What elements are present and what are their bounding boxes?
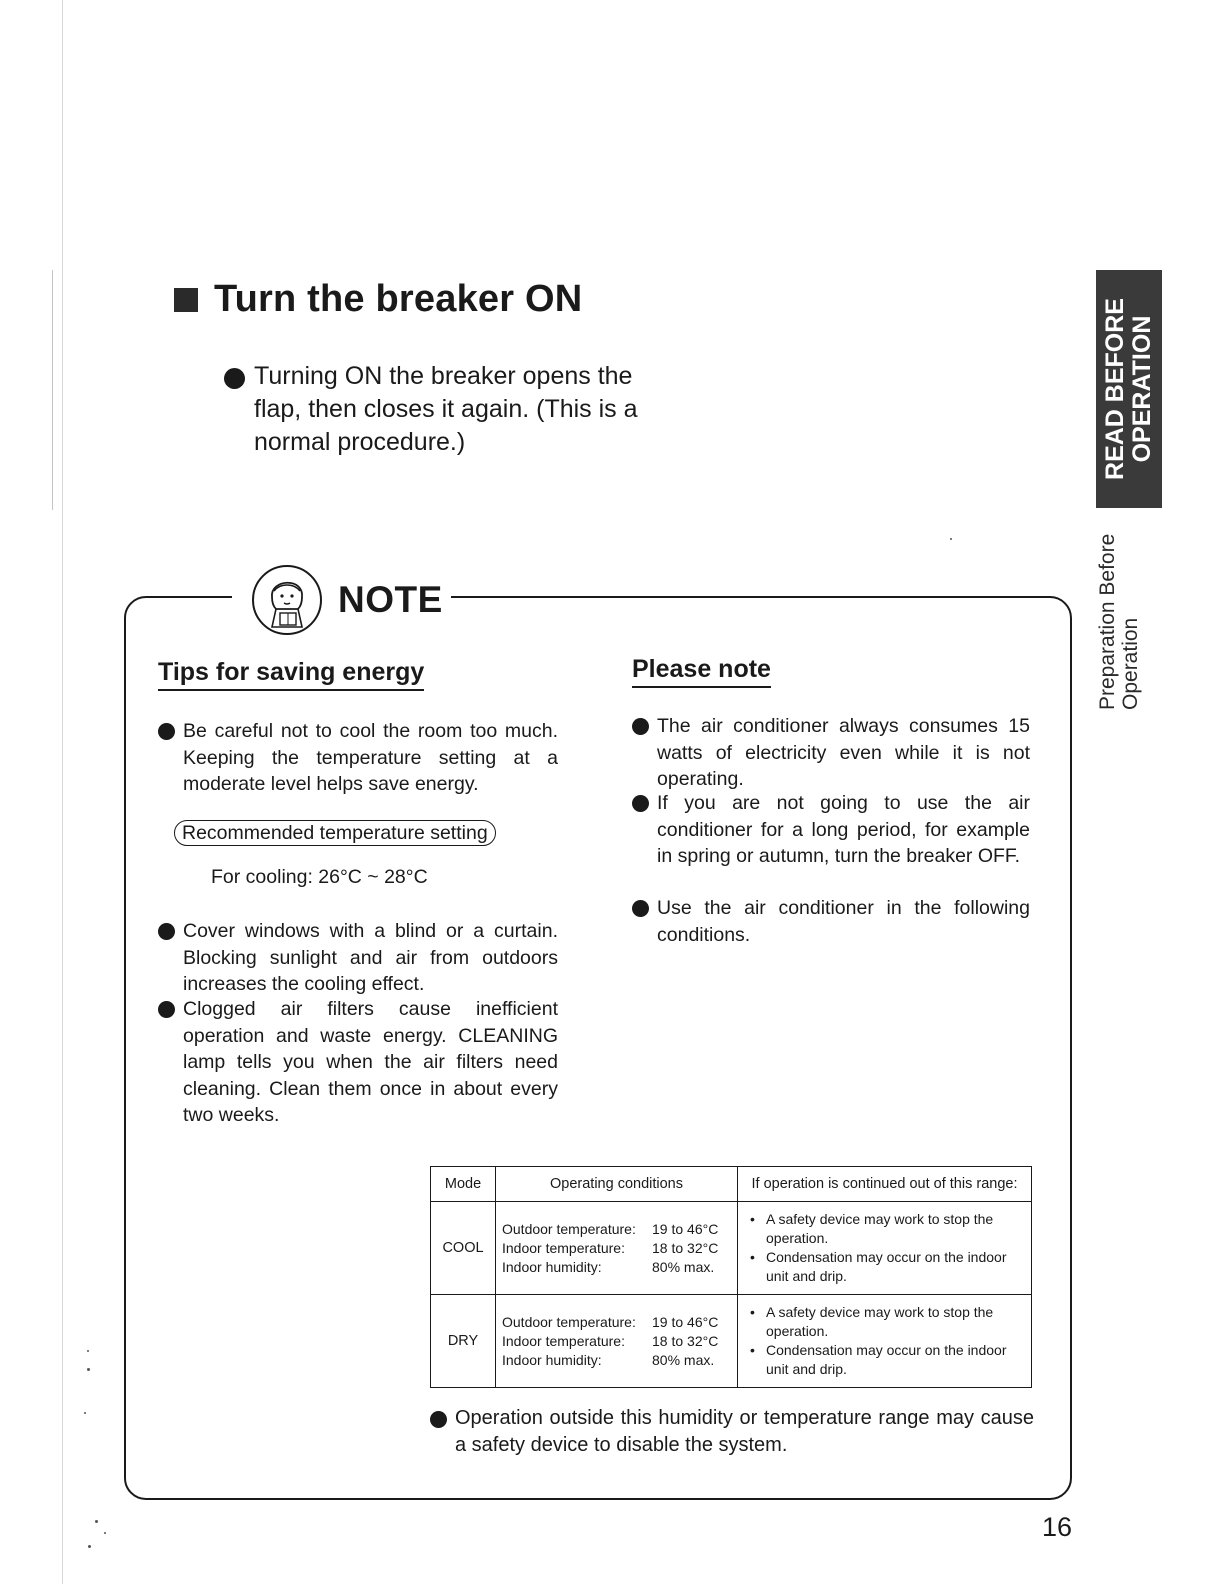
note-header — [232, 560, 451, 640]
side-tab-line1: READ BEFORE — [1101, 298, 1129, 480]
scan-speck — [87, 1368, 90, 1371]
round-bullet-icon — [632, 795, 649, 812]
round-bullet-icon — [158, 923, 175, 940]
section-title-text: Turn the breaker ON — [214, 278, 583, 320]
side-subtitle-line2: Operation — [1119, 617, 1142, 710]
tips-bullet-1: Be careful not to cool the room too much. Keeping the temperature setting at a moderate level helps save energy. — [158, 718, 558, 798]
side-subtitle-line1: Preparation Before — [1096, 533, 1119, 710]
scan-speck — [87, 1350, 89, 1352]
side-tab — [1096, 270, 1162, 508]
intro-paragraph — [224, 360, 674, 459]
table-cell-consequence: • A safety device may work to stop the operation. • Condensation may occur on the indoor unit and drip. — [738, 1202, 1032, 1295]
scan-speck — [950, 538, 952, 540]
please-note-title: Please note — [632, 655, 771, 688]
please-bullet-3: Use the air conditioner in the following conditions. — [632, 895, 1030, 948]
table-cell-conditions: Outdoor temperature: 19 to 46°C Indoor temperature: 18 to 32°C Indoor humidity: 80% max. — [496, 1202, 738, 1295]
please-bullet-2: If you are not going to use the air conditioner for a long period, for example in spring or autumn, turn the breaker OFF. — [632, 790, 1030, 870]
scan-speck — [84, 1412, 86, 1414]
scan-edge-line — [52, 270, 53, 510]
table-row — [431, 1202, 1032, 1295]
please-bullet-1: The air conditioner always consumes 15 watts of electricity even while it is not operating. — [632, 713, 1030, 793]
intro-text: Turning ON the breaker opens the flap, then closes it again. (This is a normal procedure.) — [254, 362, 638, 456]
table-cell-consequence: • A safety device may work to stop the operation. • Condensation may occur on the indoor unit and drip. — [738, 1295, 1032, 1388]
tips-bullet-2: Cover windows with a blind or a curtain. Blocking sunlight and air from outdoors increases the cooling effect. — [158, 918, 558, 998]
round-bullet-icon — [158, 1001, 175, 1018]
round-bullet-icon — [430, 1411, 447, 1428]
recommended-label: Recommended temperature setting — [174, 820, 496, 846]
round-bullet-icon — [158, 723, 175, 740]
table-cell-mode: DRY — [431, 1295, 496, 1388]
footer-note: Operation outside this humidity or temperature range may cause a safety device to disable the system. — [430, 1405, 1034, 1459]
round-bullet-icon — [224, 368, 245, 389]
table-header-mode: Mode — [431, 1167, 496, 1202]
scan-speck — [88, 1545, 91, 1548]
table-cell-mode: COOL — [431, 1202, 496, 1295]
round-bullet-icon — [632, 718, 649, 735]
scan-speck — [95, 1520, 98, 1523]
person-reading-icon — [250, 563, 324, 637]
table-row — [431, 1295, 1032, 1388]
tips-title: Tips for saving energy — [158, 658, 424, 691]
tips-bullet-3: Clogged air filters cause inefficient operation and waste energy. CLEANING lamp tells you when the air filters need cleaning. Clean them once in about every two weeks. — [158, 996, 558, 1129]
table-header-conditions: Operating conditions — [496, 1167, 738, 1202]
page-number: 16 — [1042, 1512, 1073, 1542]
for-cooling-range: For cooling: 26°C ~ 28°C — [211, 866, 428, 888]
table-cell-conditions: Outdoor temperature: 19 to 46°C Indoor temperature: 18 to 32°C Indoor humidity: 80% max. — [496, 1295, 738, 1388]
section-title — [174, 278, 582, 321]
round-bullet-icon — [632, 900, 649, 917]
note-label: NOTE — [338, 579, 443, 620]
side-tab-line2: OPERATION — [1128, 315, 1156, 463]
conditions-table — [430, 1166, 1032, 1388]
scan-edge-line — [62, 0, 63, 1584]
table-header-consequence: If operation is continued out of this range: — [738, 1167, 1032, 1202]
side-subtitle — [1096, 520, 1146, 710]
scan-speck — [104, 1532, 106, 1534]
square-bullet-icon — [174, 288, 198, 312]
